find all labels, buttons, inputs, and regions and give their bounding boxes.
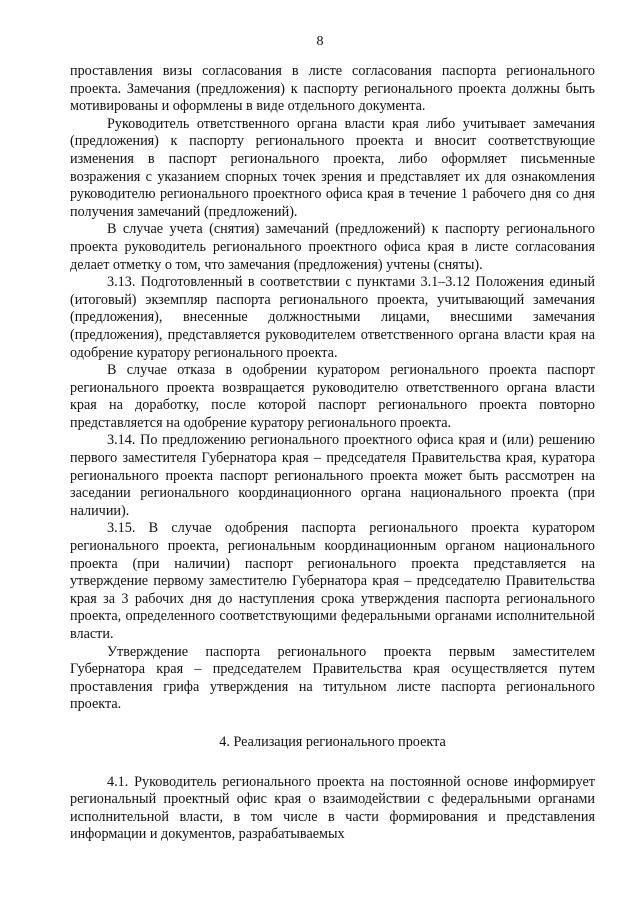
paragraph: Утверждение паспорта регионального проекта первым заместителем Губернатора края – председателем Правительства края осуществляется путем проставления грифа утверждения на титульном листе паспорта регионального проекта. — [70, 643, 595, 713]
paragraph: 3.15. В случае одобрения паспорта регионального проекта куратором регионального проекта, региональным координационным органом национального проекта (при наличии) паспорт регионального проекта представляется на утверждение первому заместителю Губернатора края – председателю Правительства края за 3 рабочих дня до наступления срока утверждения паспорта регионального проекта, определенного соответствующими федеральными органами исполнительной власти. — [70, 520, 595, 642]
paragraph: Руководитель ответственного органа власти края либо учитывает замечания (предложения) к паспорту регионального проекта и вносит соответствующие изменения в паспорт регионального проекта, либо оформляет письменные возражения с указанием спорных точек зрения и представляет их для ознакомления руководителю регионального проектного офиса края в течение 1 рабочего дня со дня получения замечаний (предложений). — [70, 115, 595, 220]
document-body — [70, 63, 595, 844]
page-number: 8 — [316, 34, 324, 49]
paragraph: В случае учета (снятия) замечаний (предложений) к паспорту регионального проекта руководитель регионального проектного офиса края в листе согласования делает отметку о том, что замечания (предложения) учтены (сняты). — [70, 221, 595, 273]
paragraph: 4.1. Руководитель регионального проекта на постоянной основе информирует региональный проектный офис края о взаимодействии с федеральными органами исполнительной власти, в том числе в части формирования и представления информации и документов, разрабатываемых — [70, 773, 595, 843]
paragraph: В случае отказа в одобрении куратором регионального проекта паспорт регионального проекта возвращается руководителю ответственного органа власти края на доработку, после которой паспорт регионального проекта повторно представляется на одобрение куратору регионального проекта. — [70, 362, 595, 431]
paragraph: проставления визы согласования в листе согласования паспорта регионального проекта. Замечания (предложения) к паспорту регионального проекта должны быть мотивированы и оформлены в виде отдельного документа. — [70, 63, 595, 115]
paragraph: 3.13. Подготовленный в соответствии с пунктами 3.1–3.12 Положения единый (итоговый) экземпляр паспорта регионального проекта, учитывающий замечания (предложения), внесенные должностными лицами, внесшими замечания (предложения), представляется руководителем ответственного органа власти края на одобрение куратору регионального проекта. — [70, 274, 595, 361]
paragraph: 3.14. По предложению регионального проектного офиса края и (или) решению первого заместителя Губернатора края – председателя Правительства края, куратора регионального проекта паспорт регионального проекта может быть рассмотрен на заседании регионального координационного органа национального проекта (при наличии). — [70, 432, 595, 519]
section-heading: 4. Реализация регионального проекта — [219, 733, 446, 750]
